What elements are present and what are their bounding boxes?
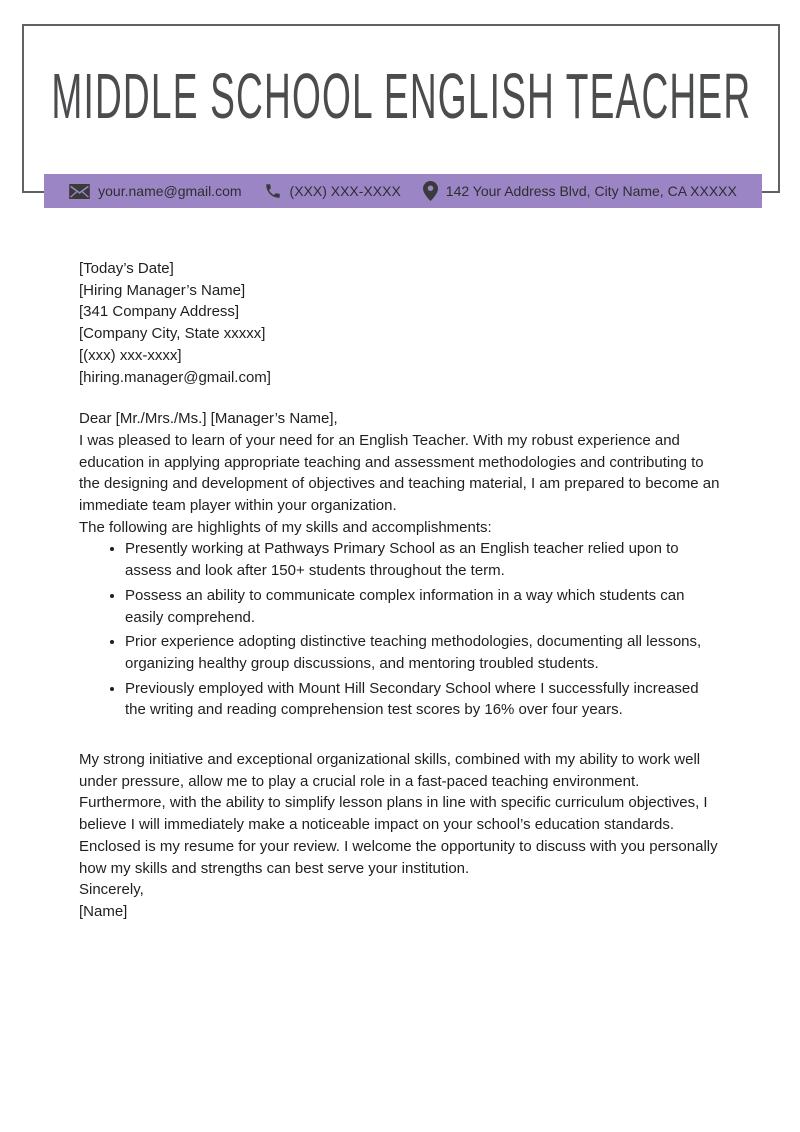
date-line: [Today’s Date] (79, 260, 174, 277)
strengths-paragraph: My strong initiative and exceptional organizational skills, combined with my ability to work well under pressure, allow me to play a crucial role in a fast-paced teaching environment. Furthermore, with the ability to simplify lesson plans in line with specific curriculum objectives, I believe I will immediately make a noticeable impact on your school’s education standards. (79, 751, 708, 834)
recipient-block (79, 280, 722, 389)
greeting-line: Dear [Mr./Mrs./Ms.] [Manager’s Name], (79, 410, 338, 428)
highlights-list (79, 538, 722, 721)
phone-icon (264, 182, 282, 200)
contact-bar (44, 174, 762, 208)
recipient-phone-line: [(xxx) xxx-xxxx] (79, 346, 182, 364)
recipient-city-line: [Company City, State xxxxx] (79, 325, 266, 343)
contact-address-label: 142 Your Address Blvd, City Name, CA XXXXX (445, 183, 737, 199)
letter-body (79, 258, 722, 923)
intro-paragraph: I was pleased to learn of your need for an English Teacher. With my robust experience and education in applying appropriate teaching and assessment methodologies and contributing to the designing and development of objectives and teaching material, I am prepared to become an immediate team player within your organization. (79, 431, 720, 515)
location-pin-icon (423, 181, 438, 201)
signature-line: [Name] (79, 902, 128, 920)
closing-paragraph: Enclosed is my resume for your review. I welcome the opportunity to discuss with you personally how my skills and strengths can best serve your institution. (79, 837, 718, 877)
highlights-intro: The following are highlights of my skills and accomplishments: (79, 518, 492, 536)
envelope-icon (69, 184, 90, 199)
highlight-item: • Prior experience adopting distinctive teaching methodologies, documenting all lessons, organizing healthy group discussions, and mentoring troubled students. (125, 631, 722, 674)
contact-address (423, 181, 737, 201)
highlight-item: • Presently working at Pathways Primary School as an English teacher relied upon to assess and look after 150+ students throughout the term. (125, 538, 722, 581)
contact-email (69, 183, 241, 199)
recipient-address-line: [341 Company Address] (79, 303, 240, 321)
contact-email-label: your.name@gmail.com (98, 183, 242, 199)
signoff-line: Sincerely, (79, 881, 144, 899)
page-title: MIDDLE SCHOOL ENGLISH TEACHER (51, 59, 751, 132)
highlight-item: • Previously employed with Mount Hill Secondary School where I successfully increased the writing and reading comprehension test scores by 16% over four years. (125, 678, 722, 721)
highlight-item: • Possess an ability to communicate complex information in a way which students can easily comprehend. (125, 585, 722, 628)
contact-phone-label: (XXX) XXX-XXXX (289, 183, 401, 199)
contact-phone (264, 182, 401, 200)
header-title-box (22, 24, 780, 193)
recipient-name-line: [Hiring Manager’s Name] (79, 281, 246, 299)
recipient-email-line: [hiring.manager@gmail.com] (79, 368, 271, 386)
